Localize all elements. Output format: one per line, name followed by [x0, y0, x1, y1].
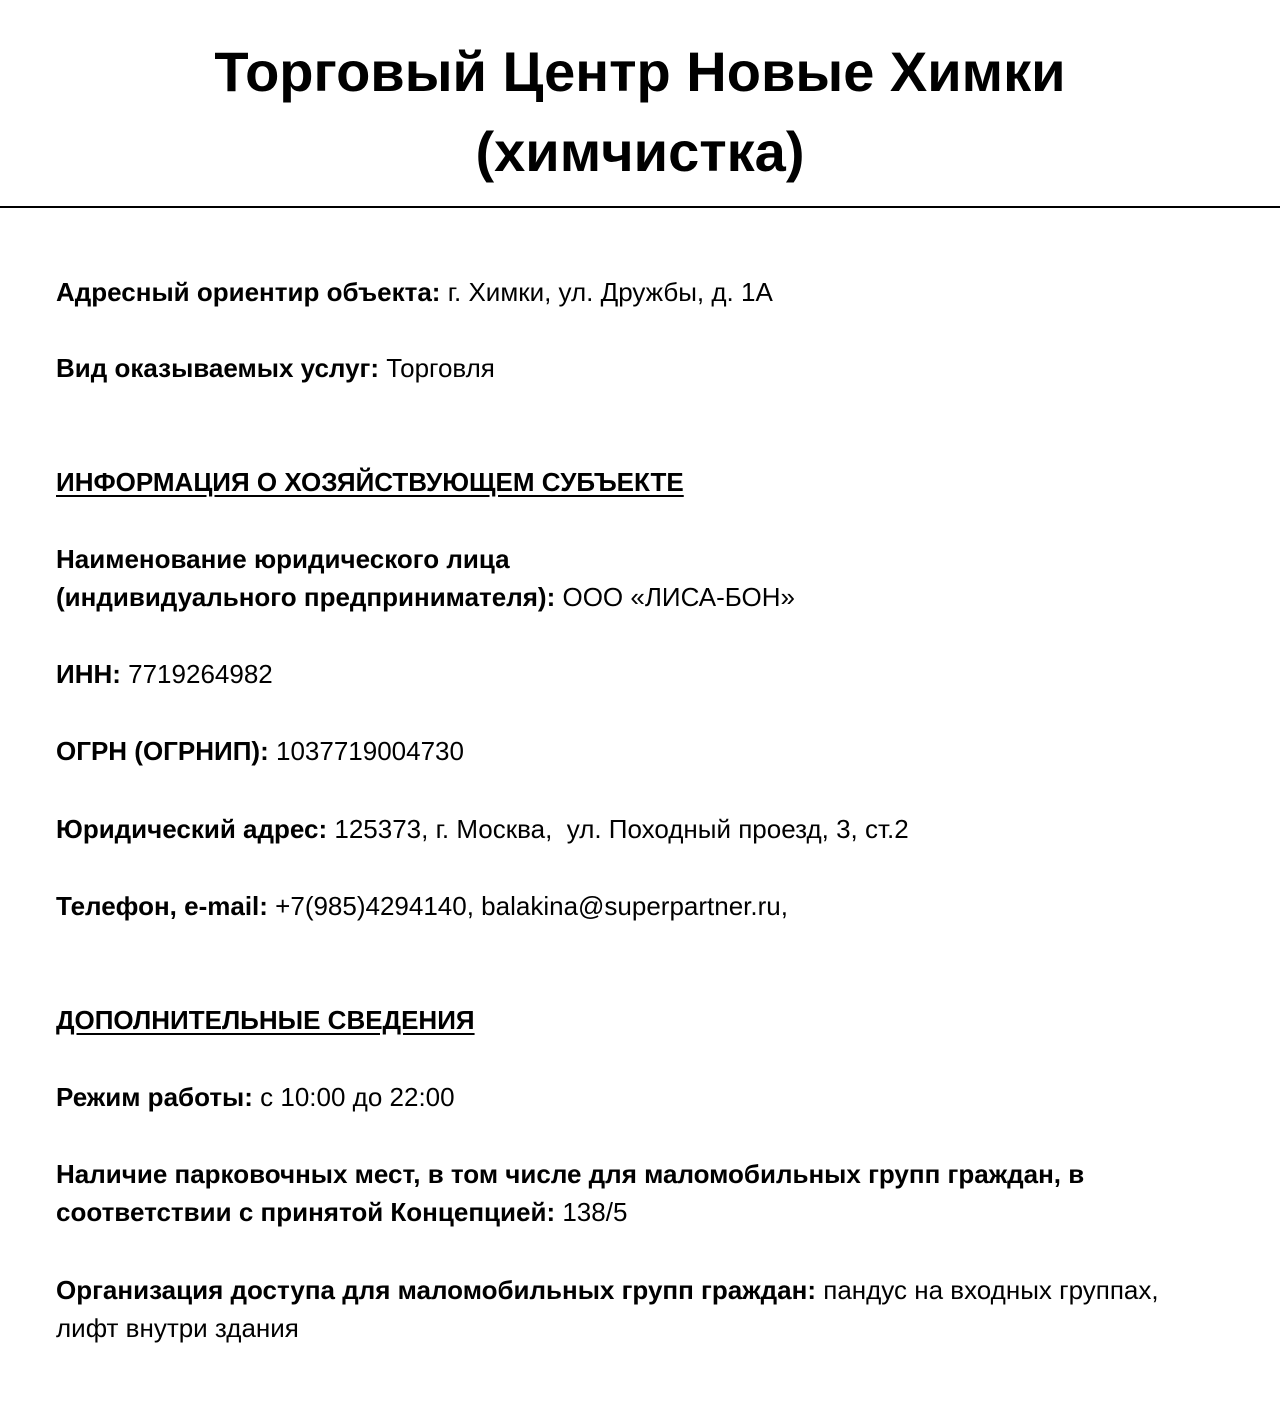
- address-value: г. Химки, ул. Дружбы, д. 1А: [447, 277, 773, 307]
- services-value: Торговля: [386, 353, 495, 383]
- entity-name-value: ООО «ЛИСА-БОН»: [562, 582, 796, 612]
- inn-field: [56, 655, 1246, 693]
- hours-value: с 10:00 до 22:00: [260, 1082, 455, 1112]
- entity-name-label-line1: Наименование юридического лица: [56, 544, 510, 574]
- additional-section-heading: ДОПОЛНИТЕЛЬНЫЕ СВЕДЕНИЯ: [56, 1005, 475, 1035]
- hours-label: Режим работы:: [56, 1082, 253, 1112]
- legal-address-value: 125373, г. Москва, ул. Походный проезд, 3, ст.2: [334, 814, 909, 844]
- title-line-2: (химчистка): [475, 120, 805, 183]
- legal-address-label: Юридический адрес:: [56, 814, 328, 844]
- contacts-field: [56, 887, 1246, 925]
- ogrn-label: ОГРН (ОГРНИП):: [56, 736, 269, 766]
- address-label: Адресный ориентир объекта:: [56, 277, 441, 307]
- address-field: [56, 273, 1246, 311]
- title-divider: [0, 206, 1280, 208]
- access-value: пандус на входных группах, лифт внутри здания: [56, 1275, 1159, 1343]
- entity-section-heading: ИНФОРМАЦИЯ О ХОЗЯЙСТВУЮЩЕМ СУБЪЕКТЕ: [56, 467, 684, 497]
- access-field: [56, 1271, 1166, 1347]
- title-line-1: Торговый Центр Новые Химки: [214, 40, 1066, 103]
- parking-label: Наличие парковочных мест, в том числе для маломобильных групп граждан, в соответствии с принятой Концепцией:: [56, 1159, 1085, 1227]
- ogrn-field: [56, 732, 1246, 770]
- inn-label: ИНН:: [56, 659, 121, 689]
- services-field: [56, 349, 1246, 387]
- ogrn-value: 1037719004730: [275, 736, 464, 766]
- contacts-value: +7(985)4294140, balakina@superpartner.ru,: [275, 891, 788, 921]
- entity-name-label-line2: (индивидуального предпринимателя):: [56, 582, 556, 612]
- inn-value: 7719264982: [128, 659, 273, 689]
- access-label: Организация доступа для маломобильных групп граждан:: [56, 1275, 816, 1305]
- legal-address-field: [56, 810, 1246, 848]
- hours-field: [56, 1078, 1246, 1116]
- page-title: [0, 32, 1280, 192]
- entity-name-field: [56, 540, 1246, 616]
- parking-field: [56, 1155, 1186, 1231]
- services-label: Вид оказываемых услуг:: [56, 353, 380, 383]
- contacts-label: Телефон, e-mail:: [56, 891, 268, 921]
- parking-value: 138/5: [562, 1197, 628, 1227]
